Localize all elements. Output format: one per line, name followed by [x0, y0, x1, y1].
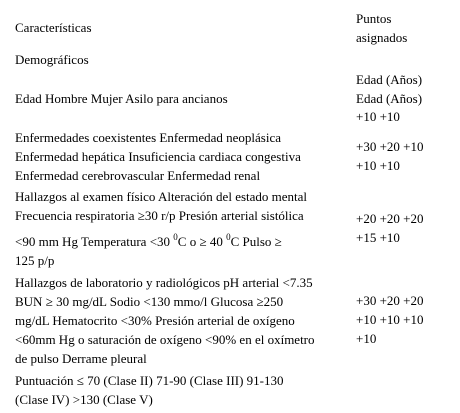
- points-header-line2: asignados: [356, 30, 408, 45]
- demographics-title: Demográficos: [15, 52, 89, 67]
- comorbidities-line-1: Enfermedades coexistentes Enfermedad neoplásica: [15, 130, 282, 145]
- lab-findings-points-1: +30 +20 +20: [356, 293, 424, 308]
- physical-exam-points-1: +20 +20 +20: [356, 211, 424, 226]
- physical-exam-line-2: Frecuencia respiratoria ≥30 r/p Presión arterial sistólica: [15, 208, 304, 223]
- comorbidities-points-2: +10 +10: [356, 158, 400, 173]
- physical-exam-line-3: [15, 234, 282, 249]
- demographics-points-2: Edad (Años): [356, 91, 423, 106]
- demographics-points-1: Edad (Años): [356, 72, 423, 87]
- physical-exam-line-3a: <90 mm Hg Temperatura <30: [15, 234, 174, 249]
- degree-superscript-1: 0: [173, 232, 178, 242]
- demographics-row: Edad Hombre Mujer Asilo para ancianos: [15, 91, 228, 106]
- lab-findings-points-3: +10: [356, 331, 377, 346]
- comorbidities-points-1: +30 +20 +10: [356, 139, 424, 154]
- physical-exam-line-3b: C o ≥ 40: [177, 234, 227, 249]
- physical-exam-points-2: +15 +10: [356, 230, 400, 245]
- lab-findings-line-2: BUN ≥ 30 mg/dL Sodio <130 mmo/l Glucosa ≥250: [15, 294, 284, 309]
- physical-exam-line-1: Hallazgos al examen físico Alteración del estado mental: [15, 189, 308, 204]
- comorbidities-line-2: Enfermedad hepática Insuficiencia cardiaca congestiva: [15, 149, 301, 164]
- score-line-2: (Clase IV) >130 (Clase V): [15, 392, 153, 407]
- lab-findings-line-5: de pulso Derrame pleural: [15, 351, 147, 366]
- characteristics-header: Características: [15, 20, 92, 35]
- lab-findings-line-4: <60mm Hg o saturación de oxígeno <90% en el oxímetro: [15, 332, 315, 347]
- physical-exam-line-4: 125 p/p: [15, 253, 55, 268]
- degree-superscript-2: 0: [226, 232, 231, 242]
- points-header-line1: Puntos: [356, 11, 392, 26]
- lab-findings-points-2: +10 +10 +10: [356, 312, 424, 327]
- score-line-1: Puntuación ≤ 70 (Clase II) 71-90 (Clase III) 91-130: [15, 373, 284, 388]
- physical-exam-line-3c: C Pulso ≥: [230, 234, 282, 249]
- lab-findings-line-3: mg/dL Hematocrito <30% Presión arterial de oxígeno: [15, 313, 295, 328]
- comorbidities-line-3: Enfermedad cerebrovascular Enfermedad renal: [15, 168, 261, 183]
- demographics-points-3: +10 +10: [356, 109, 400, 124]
- lab-findings-line-1: Hallazgos de laboratorio y radiológicos pH arterial <7.35: [15, 275, 313, 290]
